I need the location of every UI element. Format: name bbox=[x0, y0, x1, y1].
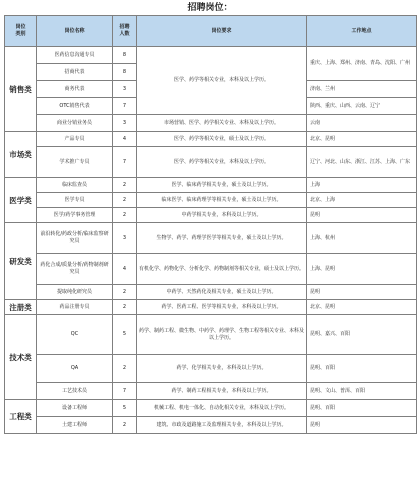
position-location: 云南 bbox=[307, 115, 417, 132]
position-name: 药化合成/质量分析/药物制剂研究员 bbox=[37, 254, 113, 285]
table-row bbox=[5, 223, 417, 254]
position-name: 商务代表 bbox=[37, 81, 113, 98]
position-name: 医学/药学事务管理 bbox=[37, 208, 113, 223]
position-count: 4 bbox=[113, 132, 137, 147]
position-location: 昆明 bbox=[307, 285, 417, 300]
position-requirement: 药学、医药工程、医学等相关专业，本科及以上学历。 bbox=[137, 300, 307, 315]
table-row bbox=[5, 383, 417, 400]
position-count: 3 bbox=[113, 115, 137, 132]
position-count: 5 bbox=[113, 315, 137, 355]
position-count: 2 bbox=[113, 208, 137, 223]
position-location: 上海、昆明 bbox=[307, 254, 417, 285]
position-name: 产品专员 bbox=[37, 132, 113, 147]
position-location: 昆明、文山、普洱、百阳 bbox=[307, 383, 417, 400]
table-row bbox=[5, 132, 417, 147]
table-row bbox=[5, 193, 417, 208]
category-rnd: 研发类 bbox=[5, 223, 37, 300]
position-name: 前沿转化/药政分析/临床监察研究员 bbox=[37, 223, 113, 254]
position-name: 提取纯化研究员 bbox=[37, 285, 113, 300]
position-count: 2 bbox=[113, 417, 137, 434]
position-count: 2 bbox=[113, 300, 137, 315]
position-name: 商业分销业务员 bbox=[37, 115, 113, 132]
position-requirement: 建筑、市政及道路施工及监理相关专业，本科及以上学历。 bbox=[137, 417, 307, 434]
position-requirement: 机械工程、机电一体化、自动化相关专业，本科及以上学历。 bbox=[137, 400, 307, 417]
position-location: 昆明 bbox=[307, 417, 417, 434]
position-location: 北京、昆明 bbox=[307, 300, 417, 315]
position-location: 上海 bbox=[307, 178, 417, 193]
category-marketing: 市场类 bbox=[5, 132, 37, 178]
table-row bbox=[5, 208, 417, 223]
position-name: 设备工程师 bbox=[37, 400, 113, 417]
positions-table bbox=[4, 15, 417, 434]
position-count: 5 bbox=[113, 400, 137, 417]
table-row bbox=[5, 147, 417, 178]
position-location: 北京、昆明 bbox=[307, 132, 417, 147]
position-location: 辽宁、河北、山东、浙江、江苏、上海、广东 bbox=[307, 147, 417, 178]
position-location: 昆明、嘉兴、百阳 bbox=[307, 315, 417, 355]
position-requirement: 医学、药学等相关专业，本科及以上学历。 bbox=[137, 47, 307, 115]
position-location: 北京、上海 bbox=[307, 193, 417, 208]
position-requirement: 市场营销、医学、药学相关专业、本科及以上学历。 bbox=[137, 115, 307, 132]
position-count: 3 bbox=[113, 223, 137, 254]
category-sales: 销售类 bbox=[5, 47, 37, 132]
position-name: QC bbox=[37, 315, 113, 355]
position-count: 2 bbox=[113, 355, 137, 383]
position-count: 7 bbox=[113, 147, 137, 178]
header-requirement: 岗位要求 bbox=[137, 16, 307, 47]
position-name: OTC销售代表 bbox=[37, 98, 113, 115]
position-name: 临床监查员 bbox=[37, 178, 113, 193]
position-name: 医药信息沟通专员 bbox=[37, 47, 113, 64]
category-technical: 技术类 bbox=[5, 315, 37, 400]
position-location: 重庆、上海、郑州、济南、青岛、沈阳、广州 bbox=[307, 47, 417, 81]
table-row bbox=[5, 417, 417, 434]
position-count: 4 bbox=[113, 254, 137, 285]
header-name: 岗位名称 bbox=[37, 16, 113, 47]
position-count: 8 bbox=[113, 47, 137, 64]
position-location: 昆明、百阳 bbox=[307, 400, 417, 417]
position-name: QA bbox=[37, 355, 113, 383]
category-registration: 注册类 bbox=[5, 300, 37, 315]
table-row bbox=[5, 355, 417, 383]
position-count: 2 bbox=[113, 193, 137, 208]
header-location: 工作地点 bbox=[307, 16, 417, 47]
position-requirement: 药学、制药工程相关专业，本科及以上学历。 bbox=[137, 383, 307, 400]
position-name: 土建工程师 bbox=[37, 417, 113, 434]
position-location: 昆明 bbox=[307, 208, 417, 223]
table-header-row bbox=[5, 16, 417, 47]
table-row bbox=[5, 115, 417, 132]
position-count: 7 bbox=[113, 383, 137, 400]
category-medical: 医学类 bbox=[5, 178, 37, 223]
position-requirement: 生物学、药学、药理学医学等相关专业，硕士及以上学历。 bbox=[137, 223, 307, 254]
position-requirement: 临床医学、临床药理学等相关专业，硕士及以上学历。 bbox=[137, 193, 307, 208]
position-name: 招商代表 bbox=[37, 64, 113, 81]
header-count: 招聘 人数 bbox=[113, 16, 137, 47]
position-requirement: 中药学相关专业，本科及以上学历。 bbox=[137, 208, 307, 223]
table-row bbox=[5, 285, 417, 300]
table-row bbox=[5, 254, 417, 285]
position-location: 济南、兰州 bbox=[307, 81, 417, 98]
position-requirement: 医学、临床药学相关专业，硕士及以上学历。 bbox=[137, 178, 307, 193]
position-name: 工艺技术员 bbox=[37, 383, 113, 400]
table-row bbox=[5, 178, 417, 193]
position-count: 2 bbox=[113, 178, 137, 193]
position-location: 昆明、百阳 bbox=[307, 355, 417, 383]
page-title: 招聘岗位： bbox=[187, 3, 233, 13]
position-location: 上海、杭州 bbox=[307, 223, 417, 254]
table-row bbox=[5, 315, 417, 355]
position-requirement: 有机化学、药物化学、分析化学、药物制剂等相关专业，硕士及以上学历。 bbox=[137, 254, 307, 285]
position-location: 陕西、重庆、山西、云南、辽宁 bbox=[307, 98, 417, 115]
position-name: 医学专员 bbox=[37, 193, 113, 208]
header-category: 岗位 类别 bbox=[5, 16, 37, 47]
table-row bbox=[5, 300, 417, 315]
category-engineering: 工程类 bbox=[5, 400, 37, 434]
position-count: 8 bbox=[113, 64, 137, 81]
position-name: 学术推广专员 bbox=[37, 147, 113, 178]
position-name: 药品注册专员 bbox=[37, 300, 113, 315]
position-requirement: 中药学、天然药化及相关专业，硕士及以上学历。 bbox=[137, 285, 307, 300]
position-count: 3 bbox=[113, 81, 137, 98]
position-count: 2 bbox=[113, 285, 137, 300]
position-requirement: 医学、药学等相关专业，硕士及以上学历。 bbox=[137, 132, 307, 147]
position-requirement: 药学、制药工程、微生物、中药学、药理学、生物工程等相关专业、本科及以上学历。 bbox=[137, 315, 307, 355]
table-row bbox=[5, 47, 417, 64]
position-count: 7 bbox=[113, 98, 137, 115]
position-requirement: 医学、药学等相关专业，本科及以上学历。 bbox=[137, 147, 307, 178]
table-row bbox=[5, 400, 417, 417]
position-requirement: 药学、化学相关专业，本科及以上学历。 bbox=[137, 355, 307, 383]
